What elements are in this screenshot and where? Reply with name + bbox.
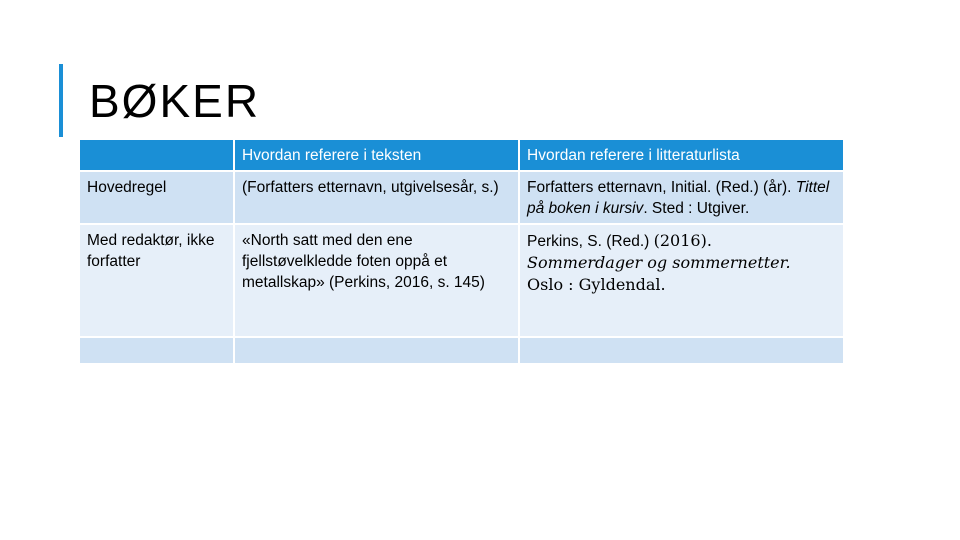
reference-plain-text: Perkins, S. (Red.)	[527, 233, 654, 250]
table-row	[79, 224, 844, 337]
header-cell-reference-list: Hvordan referere i litteraturlista	[519, 139, 844, 171]
reference-rest-text: . Sted : Utgiver.	[643, 200, 750, 217]
row-label: Med redaktør, ikke forfatter	[79, 224, 234, 337]
title-accent-bar	[59, 64, 63, 137]
reference-rest-text: Oslo : Gyldendal.	[527, 275, 666, 294]
reference-year: (2016).	[653, 231, 712, 250]
reference-plain-text: Forfatters etternavn, Initial. (Red.) (år).	[527, 179, 792, 196]
empty-cell	[79, 337, 234, 364]
reference-list-entry	[519, 224, 844, 337]
header-cell-in-text: Hvordan referere i teksten	[234, 139, 519, 171]
empty-cell	[519, 337, 844, 364]
slide-title: BØKER	[89, 75, 261, 127]
table-header-row	[79, 139, 844, 171]
reference-italic-title: Tittel på boken i kursiv	[527, 179, 830, 217]
reference-list-entry	[519, 171, 844, 224]
in-text-citation: (Forfatters etternavn, utgivelsesår, s.)	[234, 171, 519, 224]
table-row	[79, 171, 844, 224]
in-text-citation: «North satt med den ene fjellstøvelkledde foten oppå et metallskap» (Perkins, 2016, s. 145)	[234, 224, 519, 337]
row-label: Hovedregel	[79, 171, 234, 224]
header-cell-empty	[79, 139, 234, 171]
reference-table	[78, 138, 845, 365]
empty-cell	[234, 337, 519, 364]
table-row-empty	[79, 337, 844, 364]
reference-italic-title: Sommerdager og sommernetter.	[527, 253, 791, 272]
